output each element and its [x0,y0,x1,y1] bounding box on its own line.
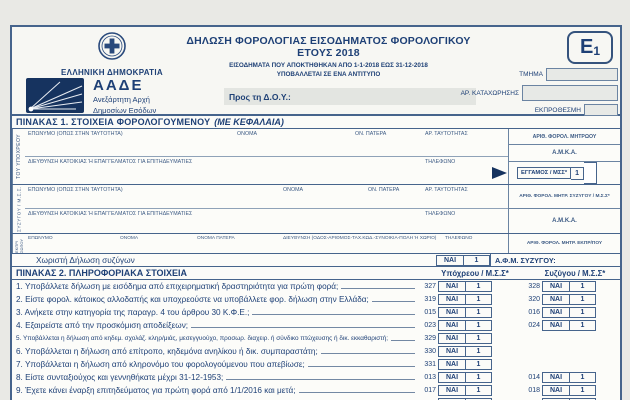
late-filing-label: ΕΚΠΡΟΘΕΣΜΗ [534,106,581,114]
question-row [12,319,620,332]
question-text: 1. Υποβάλλετε δήλωση με εισόδημα από επιχειρηματική δραστηριότητα για πρώτη φορά; [16,282,339,291]
obligor-yes-checkbox[interactable]: ΝΑΙ [438,346,466,357]
spouse-code: 328 [528,283,540,290]
taxpayer-amka-field[interactable] [509,145,620,162]
obligor-value-box[interactable]: 1 [466,307,492,318]
spouse-address-row[interactable] [25,209,508,233]
obligor-yes-checkbox[interactable]: ΝΑΙ [438,320,466,331]
spouse-yes-checkbox[interactable]: ΝΑΙ [542,281,570,292]
obligor-code: 013 [424,374,436,381]
form-subtitle-copies: ΥΠΟΒΑΛΛΕΤΑΙ ΣΕ ΕΝΑ ΑΝΤΙΤΥΠΟ [276,71,381,78]
spouse-tin-field[interactable] [509,185,620,209]
leader-line [372,301,415,302]
obligor-yes-checkbox[interactable]: ΝΑΙ [438,333,466,344]
obligor-yes-checkbox[interactable]: ΝΑΙ [438,372,466,383]
spouse-name-label: ΟΝΟΜΑ [283,187,304,193]
obligor-yes-checkbox[interactable]: ΝΑΙ [438,294,466,305]
question-text: 8. Είστε συνταξιούχος και γεννηθήκατε μέχρι 31-12-1953; [16,373,224,382]
question-row [12,280,620,293]
spouse-section [12,185,620,234]
marital-status-arrow-icon [492,167,507,179]
table2-title: ΠΙΝΑΚΑΣ 2. ΠΛΗΡΟΦΟΡΙΑΚΑ ΣΤΟΙΧΕΙΑ [16,268,188,278]
doy-input[interactable] [224,88,476,105]
spouse-value-box[interactable]: 1 [570,294,596,305]
spouse-afm-input[interactable] [490,254,620,266]
spouse-code: 014 [528,374,540,381]
obligor-yes-checkbox[interactable]: ΝΑΙ [438,307,466,318]
leader-line [226,379,415,380]
spouse-yes-checkbox[interactable]: ΝΑΙ [542,294,570,305]
leader-line [341,288,415,289]
spouse-name-row[interactable] [25,185,508,209]
question-text: 5. Υποβάλλεται η δήλωση από κηδεμ. σχολάζ. κληρ/μιάς, μεσεγγυούχο, προσωρ. διαχειρ. ή σύνδικο πτώχευσης ή δικ. εκκαθαριστή; [16,335,389,342]
question-row [12,358,620,371]
obligor-value-box[interactable]: 1 [466,320,492,331]
question-row [12,371,620,384]
spouse-value-box[interactable]: 1 [570,385,596,396]
spouse-value-box[interactable]: 1 [570,281,596,292]
taxpayer-vertical-label: ΤΟΥ ΥΠΟΧΡΕΟΥ [12,129,25,184]
question-row [12,306,620,319]
question-row [12,345,620,358]
taxpayer-surname-label: ΕΠΩΝΥΜΟ (ΟΠΩΣ ΣΤΗΝ ΤΑΥΤΟΤΗΤΑ) [28,131,123,137]
rep-phone-label: ΤΗΛΕΦΩΝΟ [445,236,473,241]
rep-tin-field[interactable] [509,234,620,253]
spouse-amka-field[interactable] [509,209,620,233]
taxpayer-section [12,129,620,185]
leader-line [308,366,415,367]
obligor-yes-checkbox[interactable]: ΝΑΙ [438,359,466,370]
leader-line [252,314,415,315]
e1-tax-form [10,25,622,400]
obligor-value-box[interactable]: 1 [466,385,492,396]
obligor-code: 329 [424,335,436,342]
spouse-code: 024 [528,322,540,329]
rep-tin-label: ΑΡΙΘ. ΦΟΡΟΛ. ΜΗΤΡ. ΕΚΠΡ/ΠΟΥ [526,240,603,246]
form-code-badge [567,31,613,64]
spouse-code: 320 [528,296,540,303]
taxpayer-identity-label: ΑΡ. ΤΑΥΤΟΤΗΤΑΣ [425,131,468,137]
separate-declaration-yes-checkbox[interactable]: ΝΑΙ [436,255,464,266]
form-subtitle-period: ΕΙΣΟΔΗΜΑΤΑ ΠΟΥ ΑΠΟΚΤΗΘΗΚΑΝ ΑΠΟ 1-1-2018 ΕΩΣ 31-12-2018 [229,62,428,69]
obligor-code: 319 [424,296,436,303]
obligor-value-box[interactable]: 1 [466,372,492,383]
spouse-vertical-label: ΣΥΖΥΓΟΥ / Μ.Σ.Σ. [12,185,25,233]
aade-name-line2: Δημοσίων Εσόδων [93,106,157,115]
question-text: 6. Υποβάλλεται η δήλωση από επίτροπο, κηδεμόνα ανηλίκου ή δικ. συμπαραστάτη; [16,347,318,356]
obligor-code: 015 [424,309,436,316]
leader-line [191,327,415,328]
obligor-code: 327 [424,283,436,290]
marital-status-cell [509,162,620,184]
form-header [12,27,620,116]
taxpayer-phone-label: ΤΗΛΕΦΩΝΟ [425,159,456,165]
obligor-value-box[interactable]: 1 [466,359,492,370]
aade-name-line1: Ανεξάρτητη Αρχή [93,95,150,104]
obligor-value-box[interactable]: 1 [466,294,492,305]
spouse-father-name-label: ΟΝ. ΠΑΤΕΡΑ [368,187,400,193]
question-text: 7. Υποβάλλεται η δήλωση από κληρονόμο του φορολογούμενου που απεβίωσε; [16,360,305,369]
obligor-code: 017 [424,387,436,394]
table2-rows [12,280,620,400]
question-text: 4. Εξαιρείστε από την προσκόμιση αποδείξεων; [16,321,189,330]
table1-title: ΠΙΝΑΚΑΣ 1. ΣΤΟΙΧΕΙΑ ΦΟΡΟΛΟΓΟΥΜΕΝΟΥ [16,117,211,127]
obligor-value-box[interactable]: 1 [466,281,492,292]
registration-number-label: ΑΡ. ΚΑΤΑΧΩΡΗΣΗΣ [460,89,519,97]
representative-vertical-label: ΕΚΠΡ/ΣΩΠΟΥ [12,234,25,253]
spouse-code: 018 [528,387,540,394]
form-code-number: 1 [593,44,601,58]
spouse-value-box[interactable]: 1 [570,320,596,331]
representative-fields-row[interactable] [25,234,508,253]
obligor-code: 023 [424,322,436,329]
obligor-code: 331 [424,361,436,368]
separate-declaration-label: Χωριστή Δήλωση συζύγων [36,255,135,265]
spouse-surname-label: ΕΠΩΝΥΜΟ (ΟΠΩΣ ΣΤΗΝ ΤΑΥΤΟΤΗΤΑ) [28,187,123,193]
spouse-value-box[interactable]: 1 [570,372,596,383]
form-title: ΔΗΛΩΣΗ ΦΟΡΟΛΟΓΙΑΣ ΕΙΣΟΔΗΜΑΤΟΣ ΦΟΡΟΛΟΓΙΚΟΥ ΕΤΟΥΣ 2018 [186,35,471,59]
taxpayer-address-label: ΔΙΕΥΘΥΝΣΗ ΚΑΤΟΙΚΙΑΣ Ή ΕΠΑΓΓΕΛΜΑΤΟΣ ΓΙΑ ΕΠΙΤΗΔΕΥΜΑΤΙΕΣ [28,159,193,165]
doy-label: Προς τη Δ.Ο.Υ.: [229,91,291,102]
spouse-yes-checkbox[interactable]: ΝΑΙ [542,320,570,331]
married-value-box[interactable]: 1 [571,167,584,180]
spouse-value-box[interactable]: 1 [570,307,596,318]
table1-title-note: (ΜΕ ΚΕΦΑΛΑΙΑ) [214,117,284,127]
rep-address-label: ΔΙΕΥΘΥΝΣΗ (ΟΔΟΣ-ΑΡΙΘΜΟΣ-ΤΑΧ.ΚΩΔ.-ΣΥΝΟΙΚΙΑ-ΠΟΛΗ Ή ΧΩΡΙΟ) [283,236,437,241]
question-row [12,332,620,345]
registration-number-input[interactable] [522,85,618,101]
representative-section [12,234,620,254]
obligor-value-box[interactable]: 1 [466,333,492,344]
spouse-tin-label: ΑΡΙΘ. ΦΟΡΟΛ. ΜΗΤΡ. ΣΥΖΥΓΟΥ / Μ.Σ.Σ* [519,193,610,199]
spouse-identity-label: ΑΡ. ΤΑΥΤΟΤΗΤΑΣ [425,187,468,193]
spouse-code: 016 [528,309,540,316]
spouse-column-header: Συζύγου / Μ.Σ.Σ* [544,269,606,278]
taxpayer-tin-label: ΑΡΙΘ. ΦΟΡΟΛ. ΜΗΤΡΩΟΥ [532,133,597,140]
spouse-afm-label: Α.Φ.Μ. ΣΥΖΥΓΟΥ: [495,255,556,265]
spouse-address-label: ΔΙΕΥΘΥΝΣΗ ΚΑΤΟΙΚΙΑΣ Ή ΕΠΑΓΓΕΛΜΑΤΟΣ ΓΙΑ ΕΠΙΤΗΔΕΥΜΑΤΙΕΣ [28,211,193,217]
greek-coat-of-arms-icon [97,31,127,61]
form-code-letter: Ε [579,36,594,58]
aade-acronym: ΑΑΔΕ [93,77,144,94]
rep-father-name-label: ΟΝΟΜΑ ΠΑΤΕΡΑ [197,236,235,241]
leader-line [391,340,415,341]
taxpayer-tin-field[interactable] [509,129,620,145]
hellenic-republic-block [32,31,192,77]
spouse-phone-label: ΤΗΛΕΦΩΝΟ [425,211,456,217]
rep-name-label: ΟΝΟΜΑ [120,236,139,241]
taxpayer-father-name-label: ΟΝ. ΠΑΤΕΡΑ [355,131,387,137]
tmima-input[interactable] [546,68,618,81]
aade-block [26,78,156,115]
question-text: 3. Ανήκετε στην κατηγορία της παραγρ. 4 του άρθρου 30 Κ.Φ.Ε.; [16,308,250,317]
rep-surname-label: ΕΠΩΝΥΜΟ [28,236,53,241]
obligor-column-header: Υπόχρεου / Μ.Σ.Σ* [441,269,509,278]
late-filing-input[interactable] [584,104,618,116]
obligor-yes-checkbox[interactable]: ΝΑΙ [438,281,466,292]
spouse-yes-checkbox[interactable]: ΝΑΙ [542,372,570,383]
question-text: 2. Είστε φορολ. κάτοικος αλλοδαπής και υποχρεούστε να υποβάλλετε φορ. δήλωση στην Ελλάδα; [16,295,369,304]
table1-title-bar [12,116,620,129]
question-row [12,293,620,306]
spouse-yes-checkbox[interactable]: ΝΑΙ [542,385,570,396]
taxpayer-name-row[interactable] [25,129,508,157]
obligor-yes-checkbox[interactable]: ΝΑΙ [438,385,466,396]
obligor-code: 330 [424,348,436,355]
question-row [12,384,620,397]
taxpayer-amka-label: Α.Μ.Κ.Α. [552,150,577,156]
republic-label: ΕΛΛΗΝΙΚΗ ΔΗΜΟΚΡΑΤΙΑ [61,68,163,77]
spouse-amka-label: Α.Μ.Κ.Α. [552,218,577,224]
table2-title-bar [12,267,620,280]
married-label: ΕΓΓΑΜΟΣ / ΜΣΣ* [517,167,571,179]
leader-line [321,353,415,354]
leader-line [299,392,415,393]
separate-declaration-row [12,254,620,267]
taxpayer-address-row[interactable] [25,157,508,184]
question-text: 9. Έχετε κάνει έναρξη επιτηδεύματος για πρώτη φορά από 1/1/2016 και μετά; [16,386,296,395]
obligor-value-box[interactable]: 1 [466,346,492,357]
tmima-label: ΤΜΗΜΑ [519,71,543,78]
married-empty-box[interactable] [584,162,597,184]
separate-declaration-value-box[interactable]: 1 [464,255,490,266]
taxpayer-name-label: ΟΝΟΜΑ [237,131,258,137]
spouse-yes-checkbox[interactable]: ΝΑΙ [542,307,570,318]
aade-logo-icon [26,78,84,113]
